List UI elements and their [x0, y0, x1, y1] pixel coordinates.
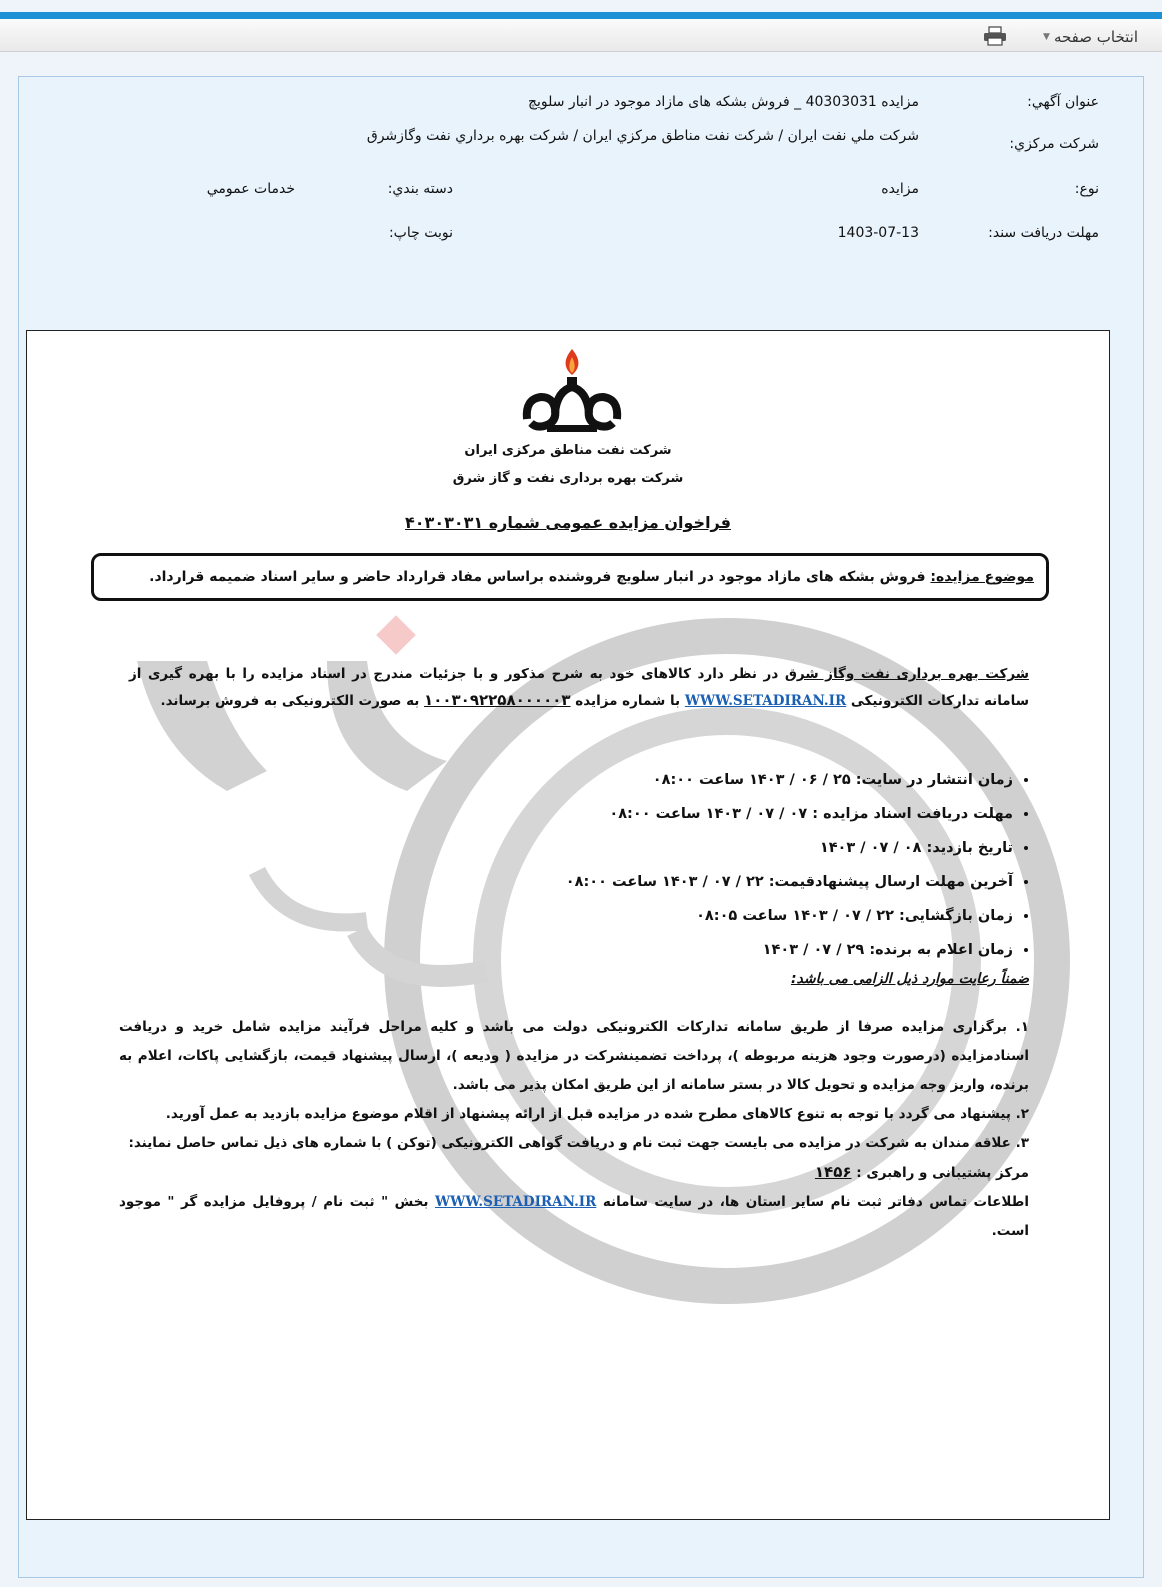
schedule-list: [113, 763, 1029, 967]
schedule-item-documents: • مهلت دریافت اسناد مزایده : ۰۷ / ۰۷ / ۱۴۰۳ ساعت ۰۸:۰۰: [113, 797, 1013, 831]
intro-paragraph: [129, 661, 1029, 714]
chevron-down-icon: ▼: [1043, 32, 1050, 42]
announcement-document: [26, 330, 1110, 1520]
company-value: شرکت ملي نفت ايران / شرکت نفت مناطق مرکزي ايران / شرکت بهره برداري نفت وگازشرق: [366, 128, 919, 144]
rule-3: ۳. علاقه مندان به شرکت در مزایده می بایست جهت ثبت نام و دریافت گواهی الکترونیکی (توکن ) با شماره های ذیل تماس حاصل نمایند:: [128, 1135, 1029, 1151]
company-name-line-2: شرکت بهره برداری نفت و گاز شرق: [452, 471, 684, 486]
type-value: مزايده: [881, 181, 919, 197]
schedule-item-bid-deadline: • آخرین مهلت ارسال پیشنهادقیمت: ۲۲ / ۰۷ / ۱۴۰۳ ساعت ۰۸:۰۰: [113, 865, 1013, 899]
intro-company: شرکت بهره برداری نفت وگاز شرق: [784, 666, 1030, 682]
page-select-dropdown[interactable]: [1043, 28, 1138, 46]
intro-text-2: با شماره مزایده: [575, 693, 681, 709]
contact-line: [119, 1188, 1029, 1246]
type-label: نوع:: [1074, 181, 1099, 197]
intro-text-1: در نظر دارد کالاهای خود به شرح مذکور و با جزئیات مندرج در اسناد مزایده را با بهره گیری از سامانه تدارکات الکترونیکی: [129, 666, 1029, 709]
auction-number: ۱۰۰۳۰۹۲۲۵۸۰۰۰۰۰۳: [424, 691, 571, 709]
setadiran-link[interactable]: WWW.SETADIRAN.IR: [684, 693, 847, 709]
nioc-logo: [517, 347, 627, 437]
printer-icon[interactable]: [983, 26, 1007, 46]
title-value: مزايده 40303031 _ فروش بشکه های مازاد موجود در انبار سلویچ: [527, 94, 919, 110]
company-name-line-1: شرکت نفت مناطق مرکزی ایران: [464, 443, 672, 458]
announcement-title: فراخوان مزایده عمومی شماره ۴۰۳۰۳۰۳۱: [405, 513, 731, 532]
category-label: دسته بندي:: [387, 181, 453, 197]
requirements-heading: ضمناً رعایت موارد ذیل الزامی می باشد:: [790, 971, 1029, 987]
intro-text-3: به صورت الکترونیکی به فروش برساند.: [160, 693, 420, 709]
support-label: مرکز پشتیبانی و راهبری :: [856, 1165, 1029, 1181]
title-label: عنوان آگهي:: [1027, 94, 1099, 110]
subject-box: [91, 553, 1049, 601]
deadline-value: 1403-07-13: [837, 225, 919, 241]
subject-text: فروش بشکه های مازاد موجود در انبار سلویچ فروشنده براساس مفاد قرارداد حاضر و سایر اسناد ضمیمه قرارداد.: [149, 569, 926, 585]
schedule-item-visit: • تاریخ بازدید: ۰۸ / ۰۷ / ۱۴۰۳: [113, 831, 1013, 865]
contact-text-2: بخش " ثبت نام / پروفایل مزایده گر " موجود است.: [119, 1194, 1029, 1239]
rule-2: ۲. پیشنهاد می گردد با توجه به تنوع کالاهای مطرح شده در مزایده قبل از ارائه پیشنهاد از اقلام موضوع مزایده بازدید به عمل آورید.: [165, 1106, 1029, 1122]
company-label: شرکت مرکزي:: [1009, 136, 1099, 152]
deadline-label: مهلت دريافت سند:: [988, 225, 1099, 241]
schedule-item-winner: • زمان اعلام به برنده: ۲۹ / ۰۷ / ۱۴۰۳: [113, 933, 1013, 967]
category-value: خدمات عمومي: [206, 181, 295, 197]
contact-text-1: اطلاعات تماس دفاتر ثبت نام سایر استان ها، در سایت سامانه: [602, 1194, 1030, 1210]
support-number: ۱۴۵۶: [814, 1163, 852, 1181]
top-accent-bar: [0, 12, 1162, 19]
requirements-list: [119, 1013, 1029, 1246]
page-select-label: انتخاب صفحه: [1053, 28, 1138, 46]
schedule-item-publish: • زمان انتشار در سایت: ۲۵ / ۰۶ / ۱۴۰۳ ساعت ۰۸:۰۰: [113, 763, 1013, 797]
schedule-item-opening: • زمان بازگشایی: ۲۲ / ۰۷ / ۱۴۰۳ ساعت ۰۸:۰۵: [113, 899, 1013, 933]
support-line: [119, 1158, 1029, 1188]
setadiran-link-2[interactable]: WWW.SETADIRAN.IR: [435, 1194, 597, 1210]
print-label: نوبت چاپ:: [388, 225, 453, 241]
subject-label: موضوع مزایده:: [930, 569, 1034, 585]
toolbar: [0, 19, 1162, 52]
rule-1: ۱. برگزاری مزایده صرفا از طریق سامانه تدارکات الکترونیکی دولت می باشد و کلیه مراحل فرآیند مزایده شامل خرید و دریافت اسنادمزایده (درصورت وجود هزینه مربوطه )، پرداخت تضمینشرکت در مزایده ( ودیعه )، ارسال پیشنهاد قیمت، بازگشایی پاکات، اعلام به برنده، واریز وجه مزایده و تحویل کالا در بستر سامانه از این طریق امکان پذیر می باشد.: [119, 1019, 1029, 1093]
